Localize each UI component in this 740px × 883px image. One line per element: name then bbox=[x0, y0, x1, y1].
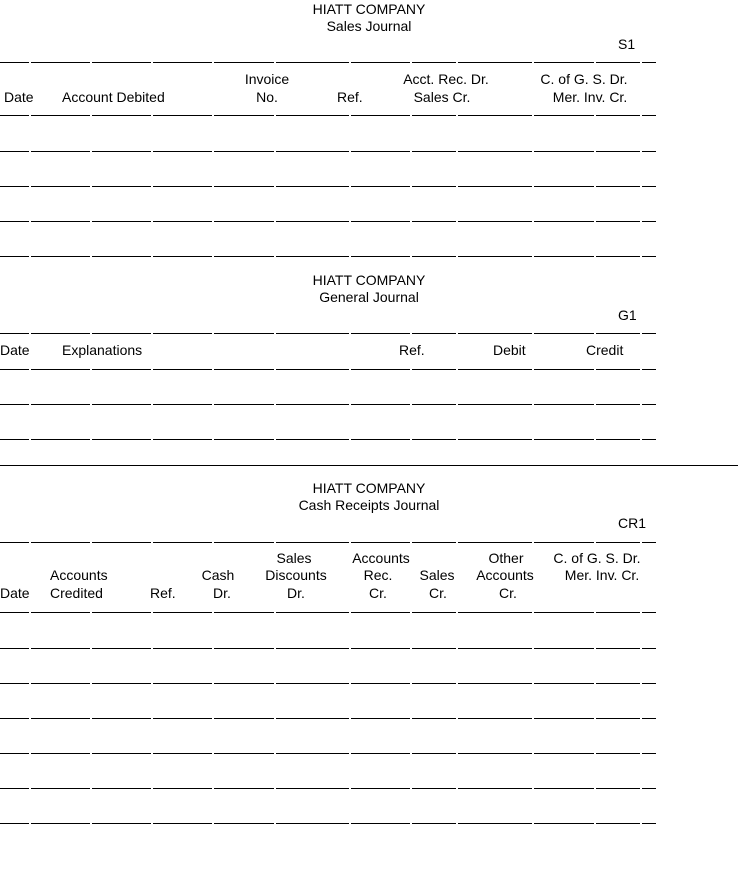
column-gap bbox=[29, 648, 31, 649]
column-gap bbox=[151, 333, 153, 334]
sj-header-ar-1: Acct. Rec. Dr. bbox=[403, 71, 489, 87]
column-gap bbox=[532, 753, 534, 754]
column-gap bbox=[274, 683, 276, 684]
column-gap bbox=[274, 823, 276, 824]
column-gap bbox=[456, 788, 458, 789]
column-gap bbox=[532, 333, 534, 334]
column-gap bbox=[410, 256, 412, 257]
column-gap bbox=[640, 115, 642, 116]
column-gap bbox=[274, 333, 276, 334]
sales-journal-title: Sales Journal bbox=[326, 18, 412, 34]
column-gap bbox=[151, 404, 153, 405]
sj-header-date: Date bbox=[4, 89, 34, 105]
column-gap bbox=[532, 151, 534, 152]
column-gap bbox=[90, 115, 92, 116]
gj-header-explanations: Explanations bbox=[62, 342, 143, 358]
sj-header-ref: Ref. bbox=[337, 89, 363, 105]
column-gap bbox=[151, 823, 153, 824]
crj-header-date: Date bbox=[0, 585, 30, 601]
column-gap bbox=[151, 62, 153, 63]
column-gap bbox=[594, 62, 596, 63]
column-gap bbox=[274, 788, 276, 789]
column-gap bbox=[532, 542, 534, 543]
column-gap bbox=[456, 256, 458, 257]
column-gap bbox=[594, 823, 596, 824]
column-gap bbox=[90, 823, 92, 824]
column-gap bbox=[29, 186, 31, 187]
column-gap bbox=[274, 718, 276, 719]
column-gap bbox=[640, 753, 642, 754]
column-gap bbox=[594, 186, 596, 187]
column-gap bbox=[212, 151, 214, 152]
column-gap bbox=[410, 221, 412, 222]
column-gap bbox=[349, 221, 351, 222]
column-gap bbox=[90, 753, 92, 754]
column-gap bbox=[212, 823, 214, 824]
column-gap bbox=[410, 683, 412, 684]
column-gap bbox=[90, 369, 92, 370]
column-gap bbox=[274, 256, 276, 257]
column-gap bbox=[212, 683, 214, 684]
crj-header-accounts-2: Credited bbox=[50, 585, 103, 601]
column-gap bbox=[349, 62, 351, 63]
column-gap bbox=[151, 256, 153, 257]
column-gap bbox=[456, 186, 458, 187]
column-gap bbox=[594, 115, 596, 116]
column-gap bbox=[274, 62, 276, 63]
column-gap bbox=[456, 333, 458, 334]
column-gap bbox=[349, 648, 351, 649]
column-gap bbox=[90, 612, 92, 613]
column-gap bbox=[212, 333, 214, 334]
column-gap bbox=[274, 186, 276, 187]
column-gap bbox=[212, 369, 214, 370]
column-gap bbox=[410, 612, 412, 613]
crj-header-ar-2: Rec. bbox=[363, 567, 393, 583]
column-gap bbox=[594, 648, 596, 649]
column-gap bbox=[410, 788, 412, 789]
column-gap bbox=[151, 186, 153, 187]
column-gap bbox=[410, 648, 412, 649]
column-gap bbox=[151, 439, 153, 440]
column-gap bbox=[410, 439, 412, 440]
column-gap bbox=[29, 439, 31, 440]
general-journal-company: HIATT COMPANY bbox=[312, 272, 426, 288]
column-gap bbox=[90, 648, 92, 649]
column-gap bbox=[640, 823, 642, 824]
column-gap bbox=[594, 788, 596, 789]
column-gap bbox=[349, 718, 351, 719]
crj-header-cash-2: Dr. bbox=[213, 585, 231, 601]
column-gap bbox=[640, 186, 642, 187]
sj-header-account-debited: Account Debited bbox=[62, 89, 165, 105]
column-gap bbox=[640, 256, 642, 257]
crj-header-ar-3: Cr. bbox=[369, 585, 387, 601]
column-gap bbox=[410, 369, 412, 370]
column-gap bbox=[410, 151, 412, 152]
general-journal-title: General Journal bbox=[319, 289, 419, 305]
column-gap bbox=[456, 404, 458, 405]
sj-header-cogs-1: C. of G. S. Dr. bbox=[540, 71, 628, 87]
column-gap bbox=[640, 333, 642, 334]
column-gap bbox=[349, 186, 351, 187]
column-gap bbox=[532, 823, 534, 824]
column-gap bbox=[274, 542, 276, 543]
gj-header-ref: Ref. bbox=[399, 342, 425, 358]
column-gap bbox=[349, 439, 351, 440]
column-gap bbox=[90, 439, 92, 440]
crj-header-other-3: Cr. bbox=[499, 585, 517, 601]
column-gap bbox=[349, 753, 351, 754]
cash-receipts-company: HIATT COMPANY bbox=[312, 480, 426, 496]
column-gap bbox=[90, 542, 92, 543]
column-gap bbox=[456, 683, 458, 684]
column-gap bbox=[29, 333, 31, 334]
column-gap bbox=[29, 788, 31, 789]
column-gap bbox=[151, 221, 153, 222]
column-gap bbox=[594, 221, 596, 222]
column-gap bbox=[90, 151, 92, 152]
column-gap bbox=[640, 612, 642, 613]
general-journal-code: G1 bbox=[618, 307, 637, 323]
column-gap bbox=[532, 256, 534, 257]
column-gap bbox=[532, 221, 534, 222]
column-gap bbox=[29, 115, 31, 116]
column-gap bbox=[640, 718, 642, 719]
column-gap bbox=[532, 404, 534, 405]
column-gap bbox=[594, 369, 596, 370]
column-gap bbox=[349, 612, 351, 613]
sj-header-invoice-1: Invoice bbox=[244, 71, 290, 87]
crj-header-accounts-1: Accounts bbox=[50, 567, 108, 583]
column-gap bbox=[212, 115, 214, 116]
column-gap bbox=[90, 256, 92, 257]
column-gap bbox=[29, 404, 31, 405]
column-gap bbox=[456, 542, 458, 543]
column-gap bbox=[640, 683, 642, 684]
column-gap bbox=[532, 612, 534, 613]
column-gap bbox=[594, 404, 596, 405]
column-gap bbox=[274, 115, 276, 116]
column-gap bbox=[594, 612, 596, 613]
column-gap bbox=[456, 648, 458, 649]
column-gap bbox=[29, 823, 31, 824]
column-gap bbox=[594, 151, 596, 152]
crj-header-ref: Ref. bbox=[150, 585, 176, 601]
crj-header-other-2: Accounts bbox=[476, 567, 534, 583]
crj-header-sd-1: Sales bbox=[276, 550, 312, 566]
column-gap bbox=[456, 221, 458, 222]
column-gap bbox=[640, 404, 642, 405]
column-gap bbox=[349, 151, 351, 152]
column-gap bbox=[456, 439, 458, 440]
column-gap bbox=[90, 62, 92, 63]
column-gap bbox=[212, 648, 214, 649]
column-gap bbox=[274, 753, 276, 754]
cash-receipts-code: CR1 bbox=[618, 515, 647, 531]
column-gap bbox=[532, 683, 534, 684]
column-gap bbox=[640, 542, 642, 543]
column-gap bbox=[532, 439, 534, 440]
column-gap bbox=[274, 404, 276, 405]
crj-header-cogs-1: C. of G. S. Dr. bbox=[553, 550, 641, 566]
column-gap bbox=[532, 115, 534, 116]
column-gap bbox=[151, 151, 153, 152]
column-gap bbox=[532, 186, 534, 187]
column-gap bbox=[90, 333, 92, 334]
gj-header-date: Date bbox=[0, 342, 30, 358]
column-gap bbox=[212, 718, 214, 719]
column-gap bbox=[532, 718, 534, 719]
column-gap bbox=[274, 648, 276, 649]
column-gap bbox=[640, 788, 642, 789]
column-gap bbox=[410, 404, 412, 405]
gj-header-debit: Debit bbox=[493, 342, 526, 358]
column-gap bbox=[212, 256, 214, 257]
column-gap bbox=[456, 115, 458, 116]
column-gap bbox=[456, 151, 458, 152]
sj-header-invoice-2: No. bbox=[256, 89, 278, 105]
column-gap bbox=[640, 221, 642, 222]
crj-header-ar-1: Accounts bbox=[352, 550, 410, 566]
column-gap bbox=[29, 683, 31, 684]
column-gap bbox=[212, 221, 214, 222]
column-gap bbox=[456, 369, 458, 370]
column-gap bbox=[410, 718, 412, 719]
column-gap bbox=[212, 62, 214, 63]
column-gap bbox=[456, 62, 458, 63]
gj-header-credit: Credit bbox=[586, 342, 624, 358]
crj-header-cogs-2: Mer. Inv. Cr. bbox=[564, 567, 640, 583]
column-gap bbox=[151, 115, 153, 116]
column-gap bbox=[29, 612, 31, 613]
column-gap bbox=[410, 186, 412, 187]
crj-header-sd-3: Dr. bbox=[287, 585, 305, 601]
column-gap bbox=[151, 753, 153, 754]
column-gap bbox=[410, 542, 412, 543]
crj-header-sd-2: Discounts bbox=[265, 567, 327, 583]
column-gap bbox=[29, 221, 31, 222]
column-gap bbox=[90, 221, 92, 222]
column-gap bbox=[640, 439, 642, 440]
column-gap bbox=[212, 612, 214, 613]
column-gap bbox=[151, 683, 153, 684]
column-gap bbox=[90, 718, 92, 719]
column-gap bbox=[594, 256, 596, 257]
column-gap bbox=[212, 788, 214, 789]
crj-header-cash-1: Cash bbox=[201, 567, 235, 583]
crj-header-sales-1: Sales bbox=[419, 567, 455, 583]
column-gap bbox=[29, 718, 31, 719]
sj-header-ar-2: Sales Cr. bbox=[413, 89, 471, 105]
column-gap bbox=[456, 718, 458, 719]
column-gap bbox=[456, 823, 458, 824]
column-gap bbox=[594, 439, 596, 440]
column-gap bbox=[640, 648, 642, 649]
sales-journal-code: S1 bbox=[618, 36, 636, 52]
column-gap bbox=[410, 333, 412, 334]
column-gap bbox=[29, 369, 31, 370]
sales-journal-company: HIATT COMPANY bbox=[312, 1, 426, 17]
column-gap bbox=[349, 788, 351, 789]
column-gap bbox=[640, 151, 642, 152]
column-gap bbox=[456, 753, 458, 754]
column-gap bbox=[274, 612, 276, 613]
column-gap bbox=[456, 612, 458, 613]
column-gap bbox=[212, 404, 214, 405]
column-gap bbox=[90, 788, 92, 789]
column-gap bbox=[640, 62, 642, 63]
sj-header-cogs-2: Mer. Inv. Cr. bbox=[552, 89, 628, 105]
column-gap bbox=[29, 753, 31, 754]
column-gap bbox=[212, 439, 214, 440]
column-gap bbox=[349, 369, 351, 370]
column-gap bbox=[349, 256, 351, 257]
column-gap bbox=[349, 542, 351, 543]
column-gap bbox=[90, 683, 92, 684]
column-gap bbox=[29, 542, 31, 543]
column-gap bbox=[29, 62, 31, 63]
column-gap bbox=[532, 369, 534, 370]
column-gap bbox=[212, 542, 214, 543]
column-gap bbox=[349, 823, 351, 824]
column-gap bbox=[349, 115, 351, 116]
column-gap bbox=[90, 404, 92, 405]
column-gap bbox=[151, 369, 153, 370]
column-gap bbox=[151, 612, 153, 613]
column-gap bbox=[594, 683, 596, 684]
column-gap bbox=[151, 718, 153, 719]
column-gap bbox=[274, 151, 276, 152]
column-gap bbox=[349, 683, 351, 684]
column-gap bbox=[532, 788, 534, 789]
column-gap bbox=[274, 439, 276, 440]
crj-header-sales-2: Cr. bbox=[429, 585, 447, 601]
cash-receipts-title: Cash Receipts Journal bbox=[298, 497, 440, 513]
column-gap bbox=[410, 115, 412, 116]
column-gap bbox=[29, 256, 31, 257]
column-gap bbox=[532, 62, 534, 63]
crj-header-other-1: Other bbox=[488, 550, 524, 566]
column-gap bbox=[640, 369, 642, 370]
column-gap bbox=[594, 753, 596, 754]
column-gap bbox=[594, 718, 596, 719]
column-gap bbox=[274, 221, 276, 222]
column-gap bbox=[151, 542, 153, 543]
column-gap bbox=[594, 333, 596, 334]
column-gap bbox=[274, 369, 276, 370]
column-gap bbox=[410, 823, 412, 824]
column-gap bbox=[151, 648, 153, 649]
column-gap bbox=[349, 333, 351, 334]
column-gap bbox=[410, 62, 412, 63]
column-gap bbox=[532, 648, 534, 649]
column-gap bbox=[212, 186, 214, 187]
column-gap bbox=[90, 186, 92, 187]
column-gap bbox=[594, 542, 596, 543]
column-gap bbox=[212, 753, 214, 754]
column-gap bbox=[151, 788, 153, 789]
column-gap bbox=[349, 404, 351, 405]
column-gap bbox=[29, 151, 31, 152]
column-gap bbox=[410, 753, 412, 754]
